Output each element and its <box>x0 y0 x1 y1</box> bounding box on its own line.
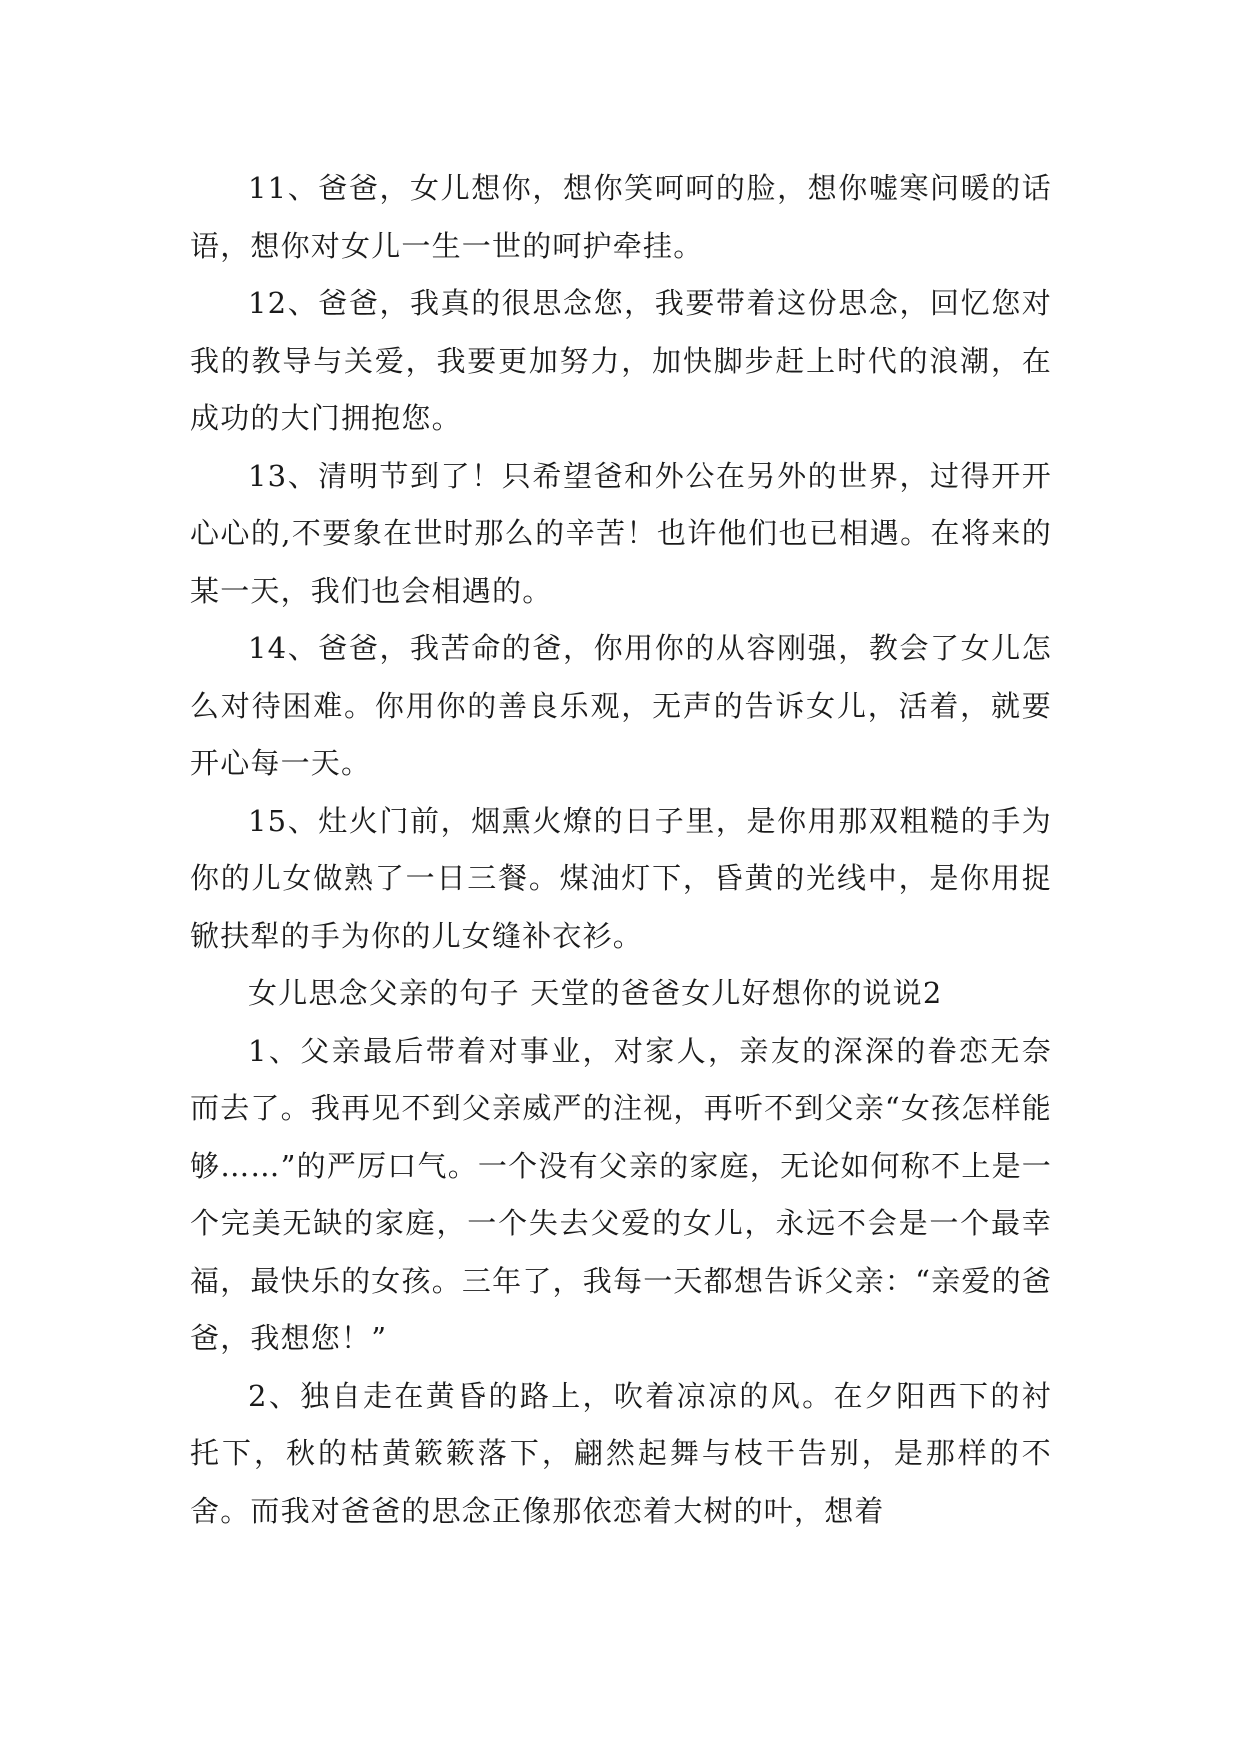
document-body <box>190 160 1052 1540</box>
paragraph-15: 15、灶火门前，烟熏火燎的日子里，是你用那双粗糙的手为你的儿女做熟了一日三餐。煤油灯下，昏黄的光线中，是你用捉锨扶犁的手为你的儿女缝补衣衫。 <box>190 803 1052 953</box>
paragraph-1: 1、父亲最后带着对事业，对家人，亲友的深深的眷恋无奈而去了。我再见不到父亲威严的注视，再听不到父亲“女孩怎样能够……”的严厉口气。一个没有父亲的家庭，无论如何称不上是一个完美无缺的家庭，一个失去父爱的女儿，永远不会是一个最幸福，最快乐的女孩。三年了，我每一天都想告诉父亲：“亲爱的爸爸，我想您！” <box>190 1033 1052 1355</box>
paragraph-11: 11、爸爸，女儿想你，想你笑呵呵的脸，想你嘘寒问暖的话语，想你对女儿一生一世的呵护牵挂。 <box>190 171 1052 263</box>
section-heading: 女儿思念父亲的句子 天堂的爸爸女儿好想你的说说2 <box>248 976 943 1010</box>
paragraph-12: 12、爸爸，我真的很思念您，我要带着这份思念，回忆您对我的教导与关爱，我要更加努力，加快脚步赶上时代的浪潮，在成功的大门拥抱您。 <box>190 286 1052 435</box>
paragraph-14: 14、爸爸，我苦命的爸，你用你的从容刚强，教会了女儿怎么对待困难。你用你的善良乐观，无声的告诉女儿，活着，就要开心每一天。 <box>190 631 1052 780</box>
paragraph-2: 2、独自走在黄昏的路上，吹着凉凉的风。在夕阳西下的衬托下，秋的枯黄簌簌落下，翩然起舞与枝干告别，是那样的不舍。而我对爸爸的思念正像那依恋着大树的叶，想着 <box>190 1378 1052 1528</box>
paragraph-13: 13、清明节到了！只希望爸和外公在另外的世界，过得开开心心的,不要象在世时那么的辛苦！也许他们也已相遇。在将来的某一天，我们也会相遇的。 <box>190 458 1052 608</box>
